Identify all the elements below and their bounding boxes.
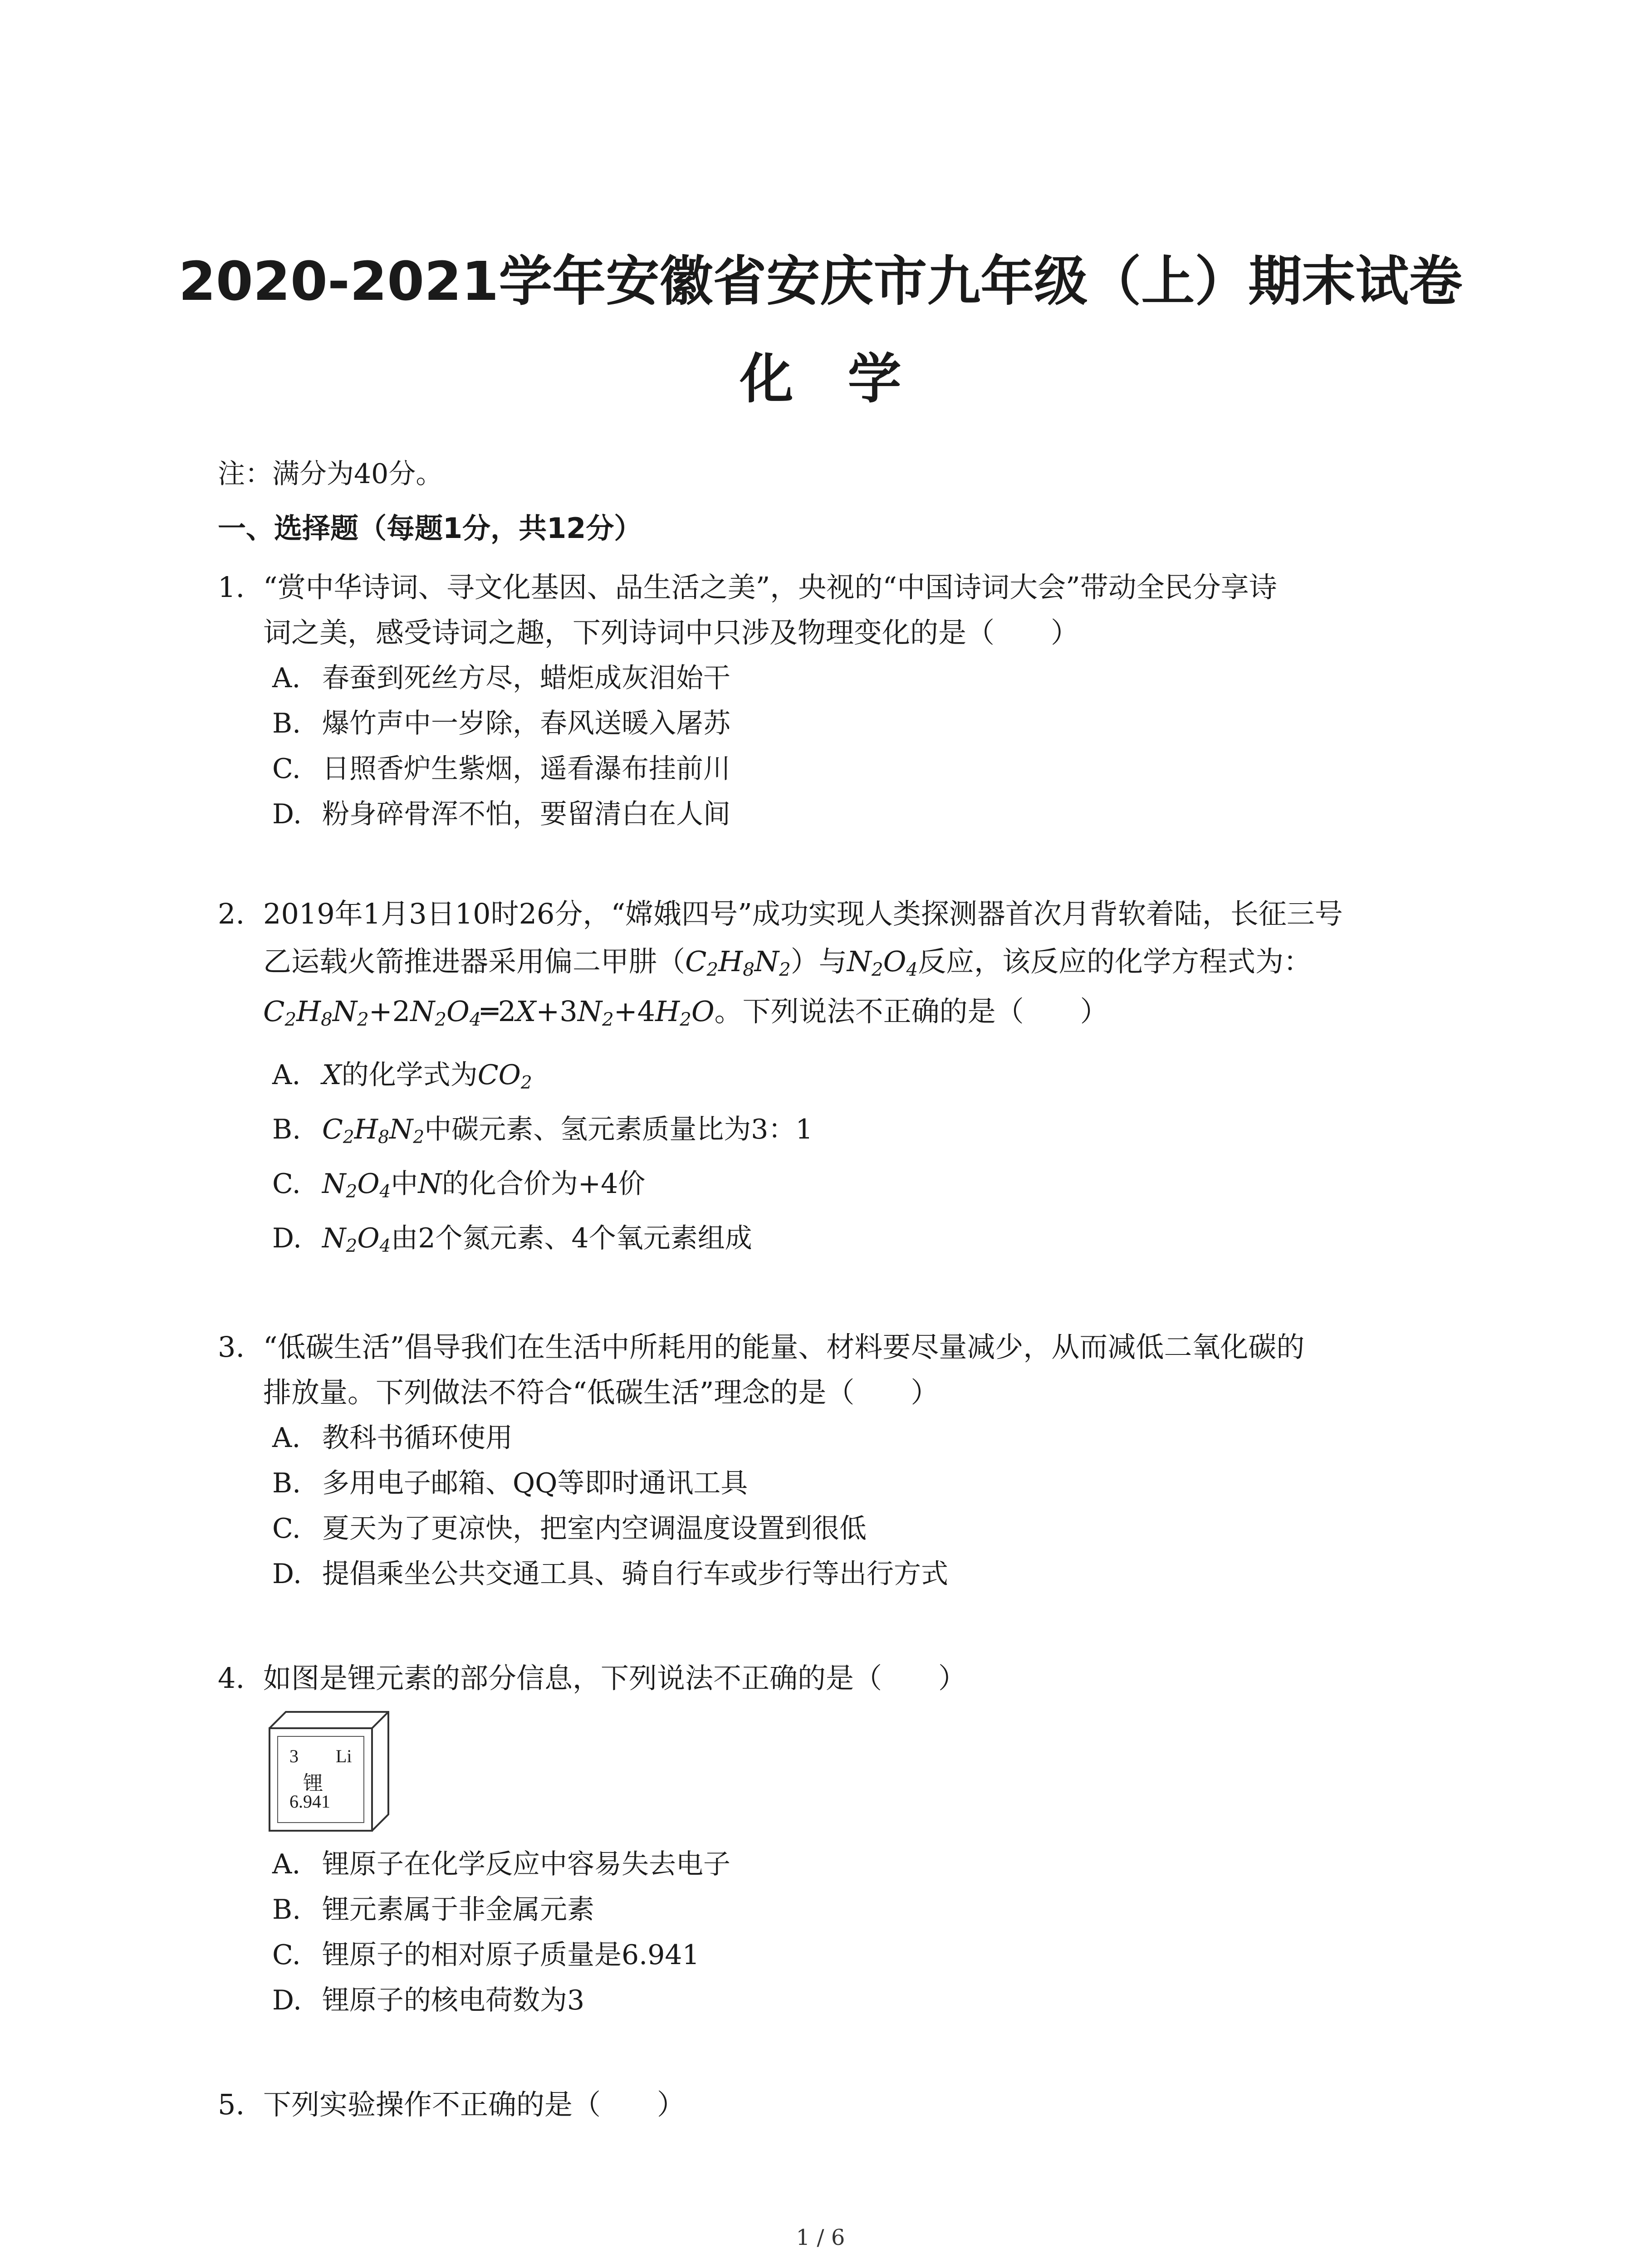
atomic-number: 3 xyxy=(289,1746,299,1766)
chemical-equation: $C_2H_8N_2+2N_2O_4═2X+3N_2+4H_2O$。下列说法不正确的是（ ） xyxy=(263,995,1108,1031)
question-text-line: 下列实验操作不正确的是（ ） xyxy=(263,2088,686,2121)
page-title: 2020-2021学年安徽省安庆市九年级（上）期末试卷 xyxy=(178,250,1463,313)
question-text-line: 如图是锂元素的部分信息，下列说法不正确的是（ ） xyxy=(263,1662,967,1695)
option-a: A. X的化学式为$CO_2$ xyxy=(272,1059,532,1093)
option-a: A. 春蚕到死丝方尽，蜡炬成灰泪始干 xyxy=(272,662,730,694)
question-text-line: 乙运载火箭推进器采用偏二甲肼$(C_2H_8N_2)$与$N_2O_4$反应，该反应的化学方程式为： xyxy=(263,945,1312,981)
element-name: 锂 xyxy=(303,1772,323,1795)
option-d: D. 锂原子的核电荷数为3 xyxy=(272,1984,585,2016)
option-a: A. 教科书循环使用 xyxy=(272,1422,513,1454)
question-text-line: “赏中华诗词、寻文化基因、品生活之美”，央视的“中国诗词大会”带动全民分享诗 xyxy=(263,571,1277,604)
option-c: C. 日照香炉生紫烟，遥看瀑布挂前川 xyxy=(272,753,730,785)
option-a: A. 锂原子在化学反应中容易失去电子 xyxy=(272,1848,730,1880)
page-number: 1 / 6 xyxy=(796,2225,845,2250)
subject-title: 化学 xyxy=(740,347,956,410)
option-b: B. $C_2H_8N_2$中碳元素、氢元素质量比为3：1 xyxy=(272,1114,813,1148)
option-c: C. 锂原子的相对原子质量是6.941 xyxy=(272,1939,700,1971)
question-text-line: 2019年1月3日10时26分，“嫦娥四号”成功实现人类探测器首次月背软着陆，长征三号 xyxy=(263,897,1343,930)
question-number: 4. xyxy=(218,1662,245,1695)
option-d: D. 提倡乘坐公共交通工具、骑自行车或步行等出行方式 xyxy=(272,1558,948,1590)
question-number: 3. xyxy=(218,1330,245,1364)
option-b: B. 爆竹声中一岁除，春风送暖入屠苏 xyxy=(272,708,730,739)
question-text-line: 词之美，感受诗词之趣，下列诗词中只涉及物理变化的是（ ） xyxy=(263,616,1079,649)
element-card-frame xyxy=(268,1710,390,1833)
question-number: 5. xyxy=(218,2088,245,2121)
option-d: D. 粉身碎骨浑不怕，要留清白在人间 xyxy=(272,798,730,830)
score-note: 注：满分为40分。 xyxy=(218,458,443,490)
lithium-element-card xyxy=(268,1710,390,1833)
section-heading: 一、选择题（每题1分，共12分） xyxy=(218,512,642,545)
question-text-line: “低碳生活”倡导我们在生活中所耗用的能量、材料要尽量减少，从而减低二氧化碳的 xyxy=(263,1330,1305,1364)
question-number: 1. xyxy=(218,571,245,604)
element-symbol: Li xyxy=(336,1746,352,1766)
question-number: 2. xyxy=(218,897,245,930)
option-c: C. 夏天为了更凉快，把室内空调温度设置到很低 xyxy=(272,1513,867,1545)
question-text-line: 排放量。下列做法不符合“低碳生活”理念的是（ ） xyxy=(263,1376,939,1409)
option-c: C. $N_2O_4$中N的化合价为+4价 xyxy=(272,1168,646,1202)
option-b: B. 多用电子邮箱、QQ等即时通讯工具 xyxy=(272,1467,748,1499)
option-b: B. 锂元素属于非金属元素 xyxy=(272,1894,594,1926)
option-d: D. $N_2O_4$由2个氮元素、4个氧元素组成 xyxy=(272,1222,752,1256)
atomic-mass: 6.941 xyxy=(289,1791,330,1812)
